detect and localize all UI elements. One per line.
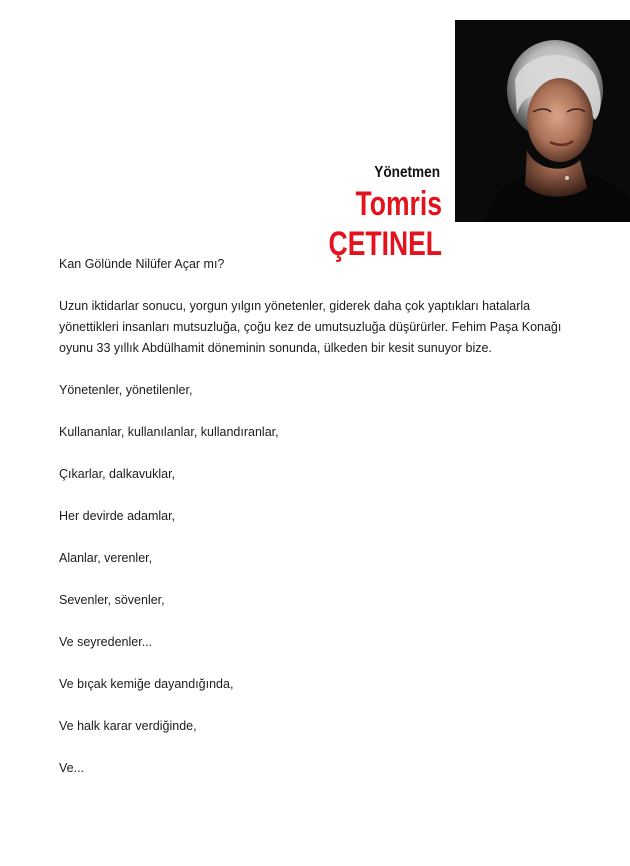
portrait-photo [455,20,630,222]
verse-line: Ve seyredenler... [59,635,153,649]
verse-line: Çıkarlar, dalkavuklar, [59,467,176,481]
header-role: Yönetmen [374,164,440,181]
verse-line: Sevenler, sövenler, [59,593,165,607]
verse-line: Alanlar, verenler, [59,551,153,565]
verse-line: Her devirde adamlar, [59,509,176,523]
article-title: Kan Gölünde Nilüfer Açar mı? [59,257,225,271]
verse-line: Ve... [59,761,85,775]
article-intro: Uzun iktidarlar sonucu, yorgun yılgın yönetenler, giderek daha çok yaptıkları hatalarla yönettikleri insanları mutsuzluğa, çoğu kez de umutsuzluğa düşürürler. Fehim Paşa Konağı oyunu 33 yıllık Abdülhamit döneminin sonunda, ülkeden bir kesit sunuyor bize. [59,299,562,355]
portrait-photo-icon [455,20,630,222]
verse-line: Yönetenler, yönetilenler, [59,383,193,397]
verse-line: Kullananlar, kullanılanlar, kullandıranlar, [59,425,279,439]
verse-line: Ve bıçak kemiğe dayandığında, [59,677,234,691]
article-body [59,254,579,800]
header-name: Tomris ÇETINEL [328,185,442,263]
verse-line: Ve halk karar verdiğinde, [59,719,197,733]
